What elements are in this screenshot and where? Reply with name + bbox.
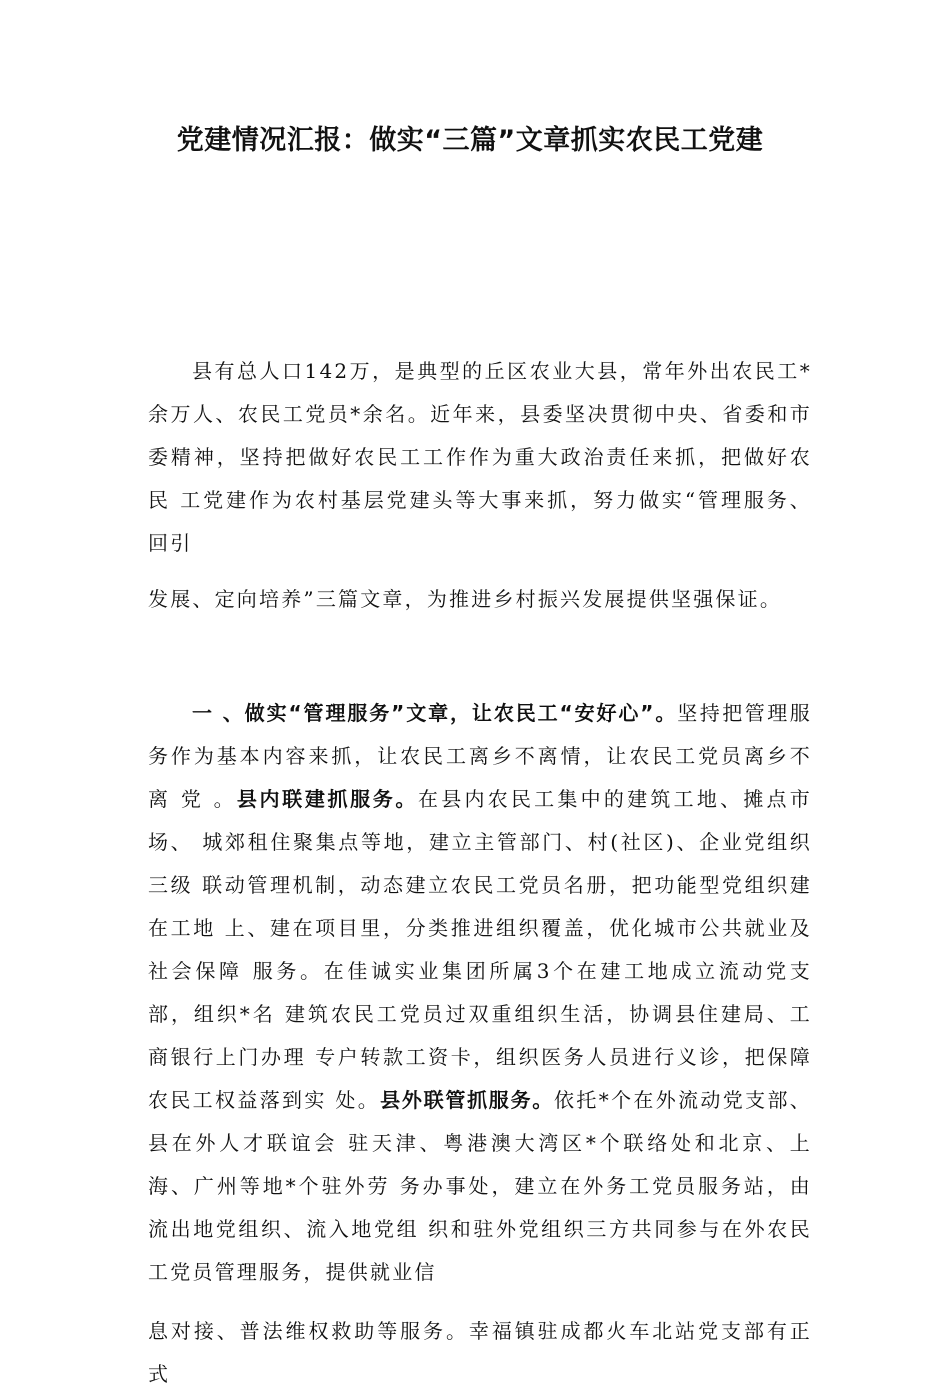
subsection-1-text: 在县内农民工集中的建筑工地、摊点市场、 城郊租住聚集点等地，建立主管部门、村(社区)、企业党组织三级 联动管理机制，动态建立农民工党员名册，把功能型党组织建在工地 上、建在项目里，分类推进组织覆盖，优化城市公共就业及社会保障 服务。在佳诚实业集团所属3个在建工地成立流动党支部，组织*名 建筑农民工党员过双重组织生活，协调县住建局、工商银行上门办理 专户转款工资卡，组织医务人员进行义诊，把保障农民工权益落到实 处。 — [148, 787, 812, 1112]
intro-paragraph: 县有总人口142万，是典型的丘区农业大县，常年外出农民工* 余万人、农民工党员*余名。近年来，县委坚决贯彻中央、省委和市 委精神，坚持把做好农民工工作作为重大政治责任来抓，把做好农民 工党建作为农村基层党建头等大事来抓，努力做实“管理服务、回引 — [148, 359, 812, 555]
intro-continuation: 发展、定向培养”三篇文章，为推进乡村振兴发展提供坚强保证。 — [148, 587, 783, 611]
subsection-2-text: 依托*个在外流动党支部、县在外人才联谊会 驻天津、粤港澳大湾区*个联络处和北京、上海、广州等地*个驻外劳 务办事处，建立在外务工党员服务站，由流出地党组织、流入地党组 织和驻外党组织三方共同参与在外农民工党员管理服务，提供就业信 — [148, 1088, 812, 1284]
section-1-continuation: 息对接、普法维权救助等服务。幸福镇驻成都火车北站党支部有正式 — [148, 1319, 812, 1386]
section-1-paragraph — [148, 692, 812, 1294]
section-1-heading: 一 、做实“管理服务”文章，让农民工“安好心”。 — [192, 701, 678, 725]
subsection-2-heading: 县外联管抓服务。 — [380, 1088, 555, 1112]
section-1-text: 坚持把管理服务作为基本内容来抓，让农民工离乡不离情，让农民工党员离乡不离 党 。 — [148, 701, 812, 811]
document-title: 党建情况汇报：做实“三篇”文章抓实农民工党建 — [176, 125, 764, 156]
subsection-1-heading: 县内联建抓服务。 — [236, 787, 418, 811]
